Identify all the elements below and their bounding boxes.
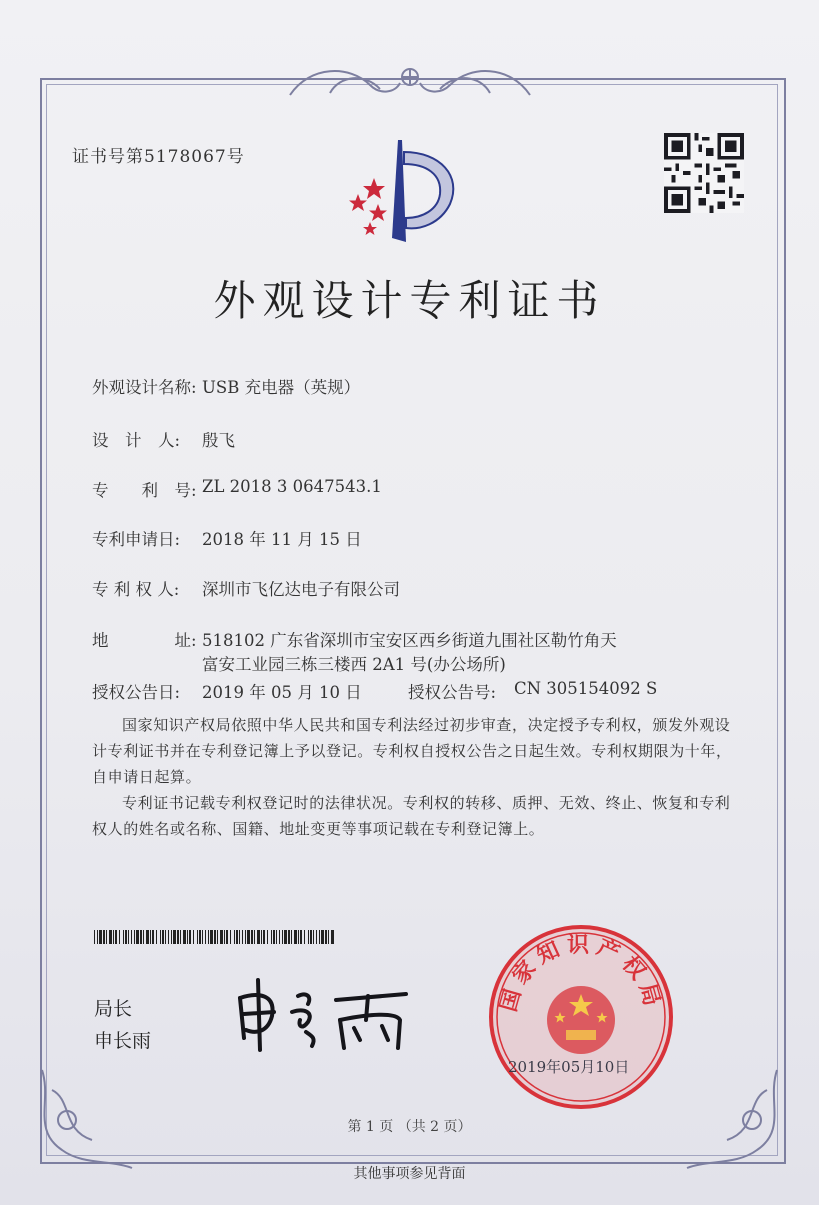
barcode-bar [321,930,324,944]
barcode-bar [99,930,102,944]
barcode-bar [325,930,327,944]
top-ornament [270,55,550,105]
barcode-bar [224,930,225,944]
barcode-bar [208,930,209,944]
barcode-bar [210,930,213,944]
barcode-bar [230,930,231,944]
barcode-bar [245,930,246,944]
barcode-bar [150,930,151,944]
barcode-bar [313,930,314,944]
barcode-bar [217,930,218,944]
barcode-bar [220,930,223,944]
address-line-2: 富安工业园三栋三楼西 2A1 号(办公场所) [202,655,506,674]
director-name: 申长雨 [94,1030,152,1052]
barcode-bar [162,930,164,944]
seal-ring [486,922,676,1112]
barcode-bar [273,930,275,944]
certificate-title: 外观设计专利证书 [213,276,606,325]
statement-paragraph-2: 专利证书记载专利权登记时的法律状况。专利权的转移、质押、无效、终止、恢复和专利权人的姓名或名称、国籍、地址变更等事项记载在专利登记簿上。 [92,794,731,838]
barcode [94,930,334,944]
barcode-bar [251,930,253,944]
barcode-bar [97,930,98,944]
barcode-bar [254,930,255,944]
barcode-bar [171,930,172,944]
barcode-bar [300,930,302,944]
barcode-bar [294,930,297,944]
patentee-label: 专 利 权 人: [92,580,180,599]
barcode-bar [304,930,305,944]
barcode-bar [328,930,329,944]
certificate-number: 证书号第5178067号 [72,147,245,167]
design-name-value: USB 充电器（英规） [202,378,361,397]
barcode-bar [319,930,320,944]
seal-text: 国家知识产权局 [496,933,666,1015]
barcode-bar [113,930,114,944]
barcode-bar [310,930,312,944]
barcode-bar [156,930,157,944]
barcode-bar [263,930,265,944]
barcode-bar [193,930,194,944]
grant-number-label: 授权公告号: [408,683,497,702]
barcode-bar [288,930,290,944]
barcode-bar [261,930,262,944]
barcode-bar [106,930,107,944]
barcode-bar [183,930,186,944]
barcode-bar [267,930,268,944]
barcode-bar [247,930,250,944]
seal-date: 2019年05月10日 [508,1058,630,1076]
barcode-bar [119,930,120,944]
barcode-bar [298,930,299,944]
designer-label: 设 计 人: [92,431,181,450]
barcode-bar [242,930,243,944]
barcode-bar [152,930,154,944]
designer-value: 殷飞 [202,431,235,450]
barcode-bar [239,930,240,944]
barcode-bar [308,930,309,944]
barcode-bar [202,930,203,944]
barcode-bar [291,930,292,944]
application-date-label: 专利申请日: [92,530,181,549]
barcode-bar [123,930,124,944]
barcode-bar [236,930,238,944]
grant-number-value: CN 305154092 S [514,679,658,698]
barcode-bar [187,930,188,944]
page-number: 第 1 页 （共 2 页） [347,1119,472,1135]
barcode-bar [282,930,283,944]
barcode-bar [177,930,179,944]
barcode-bar [197,930,198,944]
barcode-bar [136,930,139,944]
director-title: 局长 [94,998,133,1020]
barcode-bar [94,930,95,944]
barcode-bar [125,930,127,944]
qr-code [664,132,744,214]
barcode-bar [115,930,117,944]
barcode-bar [165,930,166,944]
barcode-bar [276,930,277,944]
barcode-bar [128,930,129,944]
grant-date-label: 授权公告日: [92,683,181,702]
design-name-label: 外观设计名称: [92,378,197,397]
barcode-bar [234,930,235,944]
barcode-bar [271,930,272,944]
barcode-bar [284,930,287,944]
barcode-bar [257,930,260,944]
barcode-bar [189,930,191,944]
barcode-bar [205,930,206,944]
barcode-bar [316,930,317,944]
patent-number-value: ZL 2018 3 0647543.1 [202,477,382,496]
barcode-bar [146,930,149,944]
barcode-bar [109,930,112,944]
barcode-bar [226,930,228,944]
director-signature [228,976,418,1056]
back-side-note: 其他事项参见背面 [353,1166,466,1182]
official-seal [486,922,676,1112]
barcode-bar [331,930,334,944]
application-date-value: 2018 年 11 月 15 日 [202,530,362,549]
statement-paragraph-1: 国家知识产权局依照中华人民共和国专利法经过初步审查，决定授予专利权，颁发外观设计专利证书并在专利登记簿上予以登记。专利权自授权公告之日起生效。专利权期限为十年，自申请日起算。 [92,716,732,786]
barcode-bar [279,930,280,944]
barcode-bar [173,930,176,944]
barcode-bar [199,930,201,944]
grant-date-value: 2019 年 05 月 10 日 [202,683,362,702]
barcode-bar [103,930,105,944]
barcode-bar [214,930,216,944]
barcode-bar [143,930,144,944]
barcode-bar [160,930,161,944]
patentee-value: 深圳市飞亿达电子有限公司 [202,580,400,599]
patent-number-label: 专 利 号: [92,481,197,500]
barcode-bar [134,930,135,944]
barcode-bar [168,930,169,944]
cnipa-logo [340,138,470,248]
address-line-1: 518102 广东省深圳市宝安区西乡街道九围社区勒竹角天 [202,631,617,650]
barcode-bar [180,930,181,944]
barcode-bar [140,930,142,944]
barcode-bar [131,930,132,944]
address-label: 地 址: [92,631,197,650]
